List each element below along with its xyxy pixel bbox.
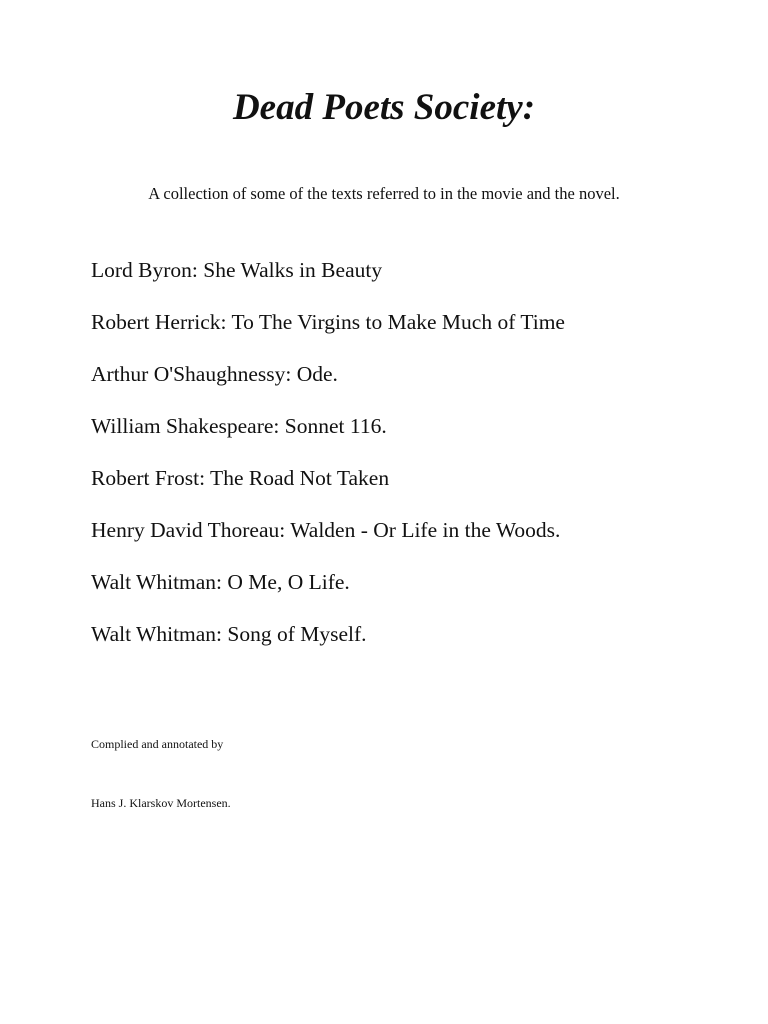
contents-item: Lord Byron: She Walks in Beauty	[91, 258, 383, 282]
contents-item: Robert Frost: The Road Not Taken	[91, 466, 390, 490]
contents-item: Henry David Thoreau: Walden - Or Life in the Woods.	[91, 518, 561, 542]
contents-item: Robert Herrick: To The Virgins to Make Much of Time	[91, 310, 565, 334]
contents-list	[91, 255, 565, 671]
credit-line: Complied and annotated by	[91, 737, 224, 751]
credit-name: Hans J. Klarskov Mortensen.	[91, 796, 231, 810]
contents-item: Walt Whitman: O Me, O Life.	[91, 570, 350, 594]
contents-item: Walt Whitman: Song of Myself.	[91, 622, 367, 646]
page-subtitle: A collection of some of the texts referred to in the movie and the novel.	[148, 184, 620, 203]
contents-item: William Shakespeare: Sonnet 116.	[91, 414, 387, 438]
page-title: Dead Poets Society:	[232, 87, 536, 128]
contents-item: Arthur O'Shaughnessy: Ode.	[91, 362, 338, 386]
